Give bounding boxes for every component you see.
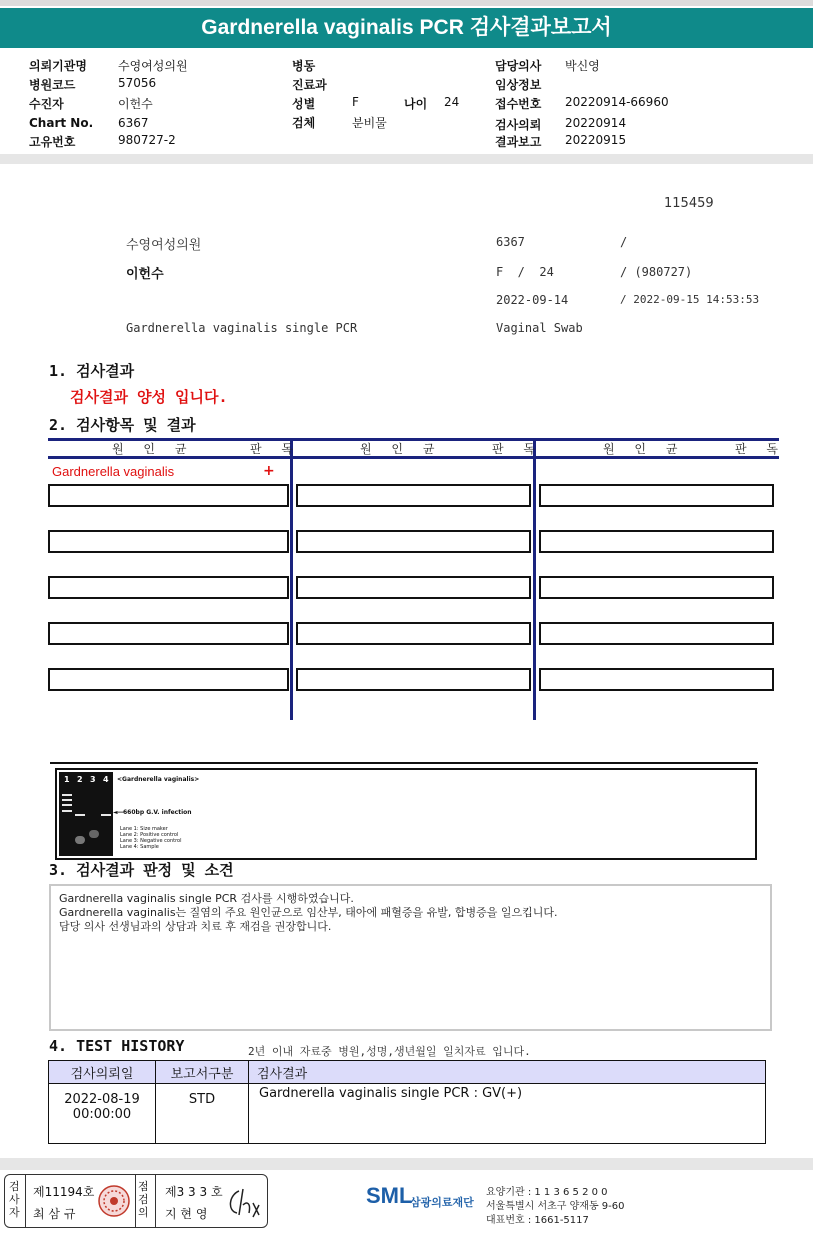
result-cell xyxy=(48,484,289,507)
institution-value: 수영여성의원 xyxy=(118,59,188,73)
result-cell xyxy=(296,484,531,507)
gel-legend-line: Lane 2: Positive control xyxy=(120,832,179,838)
department-label: 진료과 xyxy=(292,78,327,92)
summary-specimen: Vaginal Swab xyxy=(496,321,583,335)
history-col-type: 보고서구분 xyxy=(156,1061,249,1084)
summary-birth: / (980727) xyxy=(620,265,693,279)
gel-legend-line: Lane 4: Sample xyxy=(120,844,159,850)
receipt-no-label: 접수번호 xyxy=(495,97,542,111)
comment-line: Gardnerella vaginalis single PCR 검사를 시행하였습니다. xyxy=(59,892,354,905)
result-cell xyxy=(296,622,531,645)
gel-band xyxy=(62,794,72,796)
lane-number: 2 xyxy=(77,775,83,784)
ward-label: 병동 xyxy=(292,59,316,73)
inspector-license: 제11194호 xyxy=(33,1185,95,1199)
sml-logo xyxy=(366,1183,412,1209)
history-result: Gardnerella vaginalis single PCR : GV(+) xyxy=(249,1084,766,1144)
institution-code: 요양기관 : 1 1 3 6 5 2 0 0 xyxy=(486,1187,608,1198)
clinical-label: 임상정보 xyxy=(495,78,542,92)
col-pathogen-3: 원 인 균 xyxy=(603,442,686,456)
gel-legend-line: Lane 1: Size maker xyxy=(120,826,168,832)
foundation-name: 삼광의료재단 xyxy=(410,1196,474,1209)
gel-title: <Gardnerella vaginalis> xyxy=(117,776,200,783)
comment-line: Gardnerella vaginalis는 질염의 주요 원인균으로 임산부, 태아에 패혈증을 유발, 합병증을 일으킵니다. xyxy=(59,906,558,919)
inspector-name: 최 삼 규 xyxy=(33,1207,76,1221)
summary-date1: 2022-09-14 xyxy=(496,293,569,307)
foundation-phone: 대표번호 : 1661-5117 xyxy=(486,1215,589,1226)
history-date: 2022-08-19 xyxy=(64,1092,140,1107)
result-cell xyxy=(539,530,774,553)
patient-label: 수진자 xyxy=(29,97,64,111)
unique-no-value: 980727-2 xyxy=(118,133,176,147)
approver-name: 지 현 영 xyxy=(165,1207,208,1221)
gel-figure xyxy=(55,768,757,860)
gel-legend-line: Lane 3: Negative control xyxy=(120,838,182,844)
col-judgment-1: 판 독 xyxy=(250,442,301,456)
age-value: 24 xyxy=(444,95,460,109)
chart-no-label: Chart No. xyxy=(29,116,94,130)
positive-result: 검사결과 양성 입니다. xyxy=(70,388,228,406)
result-cell xyxy=(48,530,289,553)
hospital-code-label: 병원코드 xyxy=(29,78,76,92)
col-judgment-3: 판 독 xyxy=(735,442,786,456)
gel-band xyxy=(101,814,111,816)
history-col-date: 검사의뢰일 xyxy=(49,1061,156,1084)
request-date-value: 20220914 xyxy=(565,116,627,130)
divider-band xyxy=(0,154,813,164)
inspector-label: 검사자 xyxy=(9,1180,20,1219)
id-number: 115459 xyxy=(664,196,714,211)
summary-institution: 수영여성의원 xyxy=(126,238,202,253)
report-date-label: 결과보고 xyxy=(495,135,542,149)
history-table xyxy=(48,1060,766,1144)
specimen-label: 검체 xyxy=(292,116,316,130)
doctor-value: 박신영 xyxy=(565,59,600,73)
gel-band xyxy=(62,804,72,806)
col-pathogen-2: 원 인 균 xyxy=(360,442,443,456)
result-pathogen-name: Gardnerella vaginalis xyxy=(52,464,175,479)
gel-band-label: 660bp G.V. infection xyxy=(123,809,192,816)
history-date-cell xyxy=(49,1084,156,1144)
receipt-no-value: 20220914-66960 xyxy=(565,95,669,109)
lane-number: 4 xyxy=(103,775,109,784)
history-col-result: 검사결과 xyxy=(249,1061,766,1084)
report-date-value: 20220915 xyxy=(565,133,627,147)
summary-slash: / xyxy=(620,235,628,249)
comment-line: 담당 의사 선생님과의 상담과 치료 후 재검을 권장합니다. xyxy=(59,920,332,933)
approver-label: 점검의 xyxy=(138,1180,149,1219)
gel-band xyxy=(62,810,72,812)
grid-divider-2 xyxy=(533,438,536,720)
summary-patient: 이헌수 xyxy=(126,267,164,282)
history-time: 00:00:00 xyxy=(72,1107,132,1122)
approver-license: 제3 3 3 호 xyxy=(165,1185,223,1199)
sex-label: 성별 xyxy=(292,97,316,111)
lane-number: 1 xyxy=(64,775,70,784)
gel-arrow: ◄— xyxy=(113,809,124,816)
institution-label: 의뢰기관명 xyxy=(29,59,87,73)
chart-no-value: 6367 xyxy=(118,116,149,130)
top-strip xyxy=(0,0,813,6)
summary-chart: 6367 xyxy=(496,235,525,249)
col-pathogen-1: 원 인 균 xyxy=(112,442,195,456)
request-date-label: 검사의뢰 xyxy=(495,118,542,132)
seal-stamp-icon xyxy=(98,1185,130,1217)
table-row xyxy=(49,1084,766,1144)
lane-number: 3 xyxy=(90,775,96,784)
figure-top-rule xyxy=(50,762,758,764)
summary-test-name: Gardnerella vaginalis single PCR xyxy=(126,321,358,335)
history-header-row xyxy=(49,1061,766,1084)
section-2-title: 2. 검사항목 및 결과 xyxy=(49,416,196,434)
grid-divider-1 xyxy=(290,438,293,720)
summary-sex-age: F / 24 xyxy=(496,265,554,279)
unique-no-label: 고유번호 xyxy=(29,135,76,149)
sig-divider xyxy=(25,1175,26,1227)
section-4-title: 4. TEST HISTORY xyxy=(49,1037,185,1055)
result-positive-mark: + xyxy=(263,463,275,479)
foundation-address: 서울특별시 서초구 양재동 9-60 xyxy=(486,1201,625,1212)
result-cell xyxy=(539,668,774,691)
sml-logo-text: SML xyxy=(366,1183,413,1208)
gel-smear xyxy=(89,830,99,838)
result-cell xyxy=(539,484,774,507)
gel-image xyxy=(59,772,113,856)
gel-smear xyxy=(75,836,85,844)
handwritten-signature-icon xyxy=(225,1185,265,1219)
result-cell xyxy=(48,668,289,691)
history-type: STD xyxy=(156,1084,249,1144)
result-cell xyxy=(539,576,774,599)
footer-band xyxy=(0,1158,813,1170)
sex-value: F xyxy=(352,95,359,109)
history-note: 2년 이내 자료중 병원,성명,생년월일 일치자료 입니다. xyxy=(248,1045,531,1058)
age-label: 나이 xyxy=(404,97,428,111)
result-cell xyxy=(48,622,289,645)
section-1-title: 1. 검사결과 xyxy=(49,362,135,380)
result-cell xyxy=(539,622,774,645)
signature-box xyxy=(4,1174,268,1228)
result-cell xyxy=(48,576,289,599)
doctor-label: 담당의사 xyxy=(495,59,542,73)
summary-date2: / 2022-09-15 14:53:53 xyxy=(620,293,760,306)
patient-value: 이헌수 xyxy=(118,97,153,111)
gel-band xyxy=(75,814,85,816)
report-title: Gardnerella vaginalis PCR 검사결과보고서 xyxy=(0,8,813,48)
result-cell xyxy=(296,530,531,553)
sig-divider xyxy=(135,1175,136,1227)
gel-band xyxy=(62,799,72,801)
sig-divider xyxy=(155,1175,156,1227)
result-cell xyxy=(296,668,531,691)
comment-box xyxy=(49,884,772,1031)
section-3-title: 3. 검사결과 판정 및 소견 xyxy=(49,861,234,879)
result-cell xyxy=(296,576,531,599)
specimen-value: 분비물 xyxy=(352,116,387,130)
hospital-code-value: 57056 xyxy=(118,76,157,90)
col-judgment-2: 판 독 xyxy=(492,442,543,456)
